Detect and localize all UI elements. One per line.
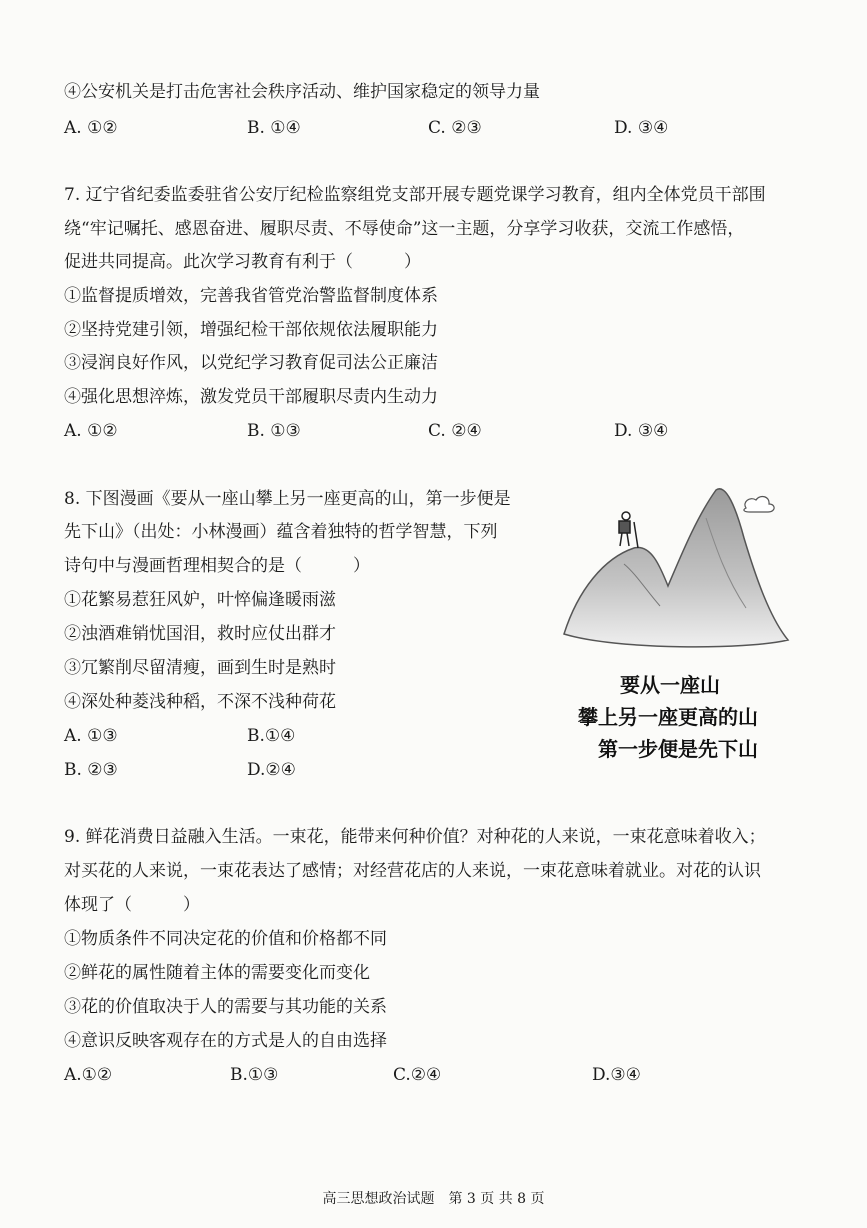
q7-stem-line-3: 促进共同提高。此次学习教育有利于（ ）	[64, 252, 421, 272]
q8-stem-line-1: 8. 下图漫画《要从一座山攀上另一座更高的山，第一步便是	[64, 489, 511, 509]
q8-option-3: ③冗繁削尽留清瘦，画到生时是熟时	[64, 658, 336, 678]
q9-answer-c: C.②④	[393, 1065, 442, 1085]
q9-option-2: ②鲜花的属性随着主体的需要变化而变化	[64, 963, 370, 983]
page-footer: 高三思想政治试题 第 3 页 共 8 页	[322, 1191, 545, 1207]
q7-answer-a: A. ①②	[64, 421, 118, 441]
q8-stem-line-2: 先下山》（出处：小林漫画）蕴含着独特的哲学智慧，下列	[64, 522, 498, 542]
q9-stem-line-1: 9. 鲜花消费日益融入生活。一束花，能带来何种价值？对种花的人来说，一束花意味着收入；	[64, 827, 766, 847]
q7-option-1: ①监督提质增效，完善我省管党治警监督制度体系	[64, 286, 438, 306]
q9-option-1: ①物质条件不同决定花的价值和价格都不同	[64, 929, 387, 949]
q8-answer-c: B. ②③	[64, 760, 118, 780]
q9-option-3: ③花的价值取决于人的需要与其功能的关系	[64, 997, 387, 1017]
q7-stem-line-2: 绕“牢记嘱托、感恩奋进、履职尽责、不辱使命”这一主题，分享学习收获，交流工作感悟，	[64, 219, 745, 239]
q8-answer-d: D.②④	[247, 760, 296, 780]
q7-answer-d: D. ③④	[614, 421, 669, 441]
q9-stem-line-3: 体现了（ ）	[64, 895, 200, 915]
q7-option-3: ③浸润良好作风，以党纪学习教育促司法公正廉洁	[64, 353, 438, 373]
q6-answer-c: C. ②③	[428, 118, 482, 138]
q7-answer-b: B. ①③	[247, 421, 301, 441]
q9-answer-b: B.①③	[230, 1065, 279, 1085]
q6-option-4: ④公安机关是打击危害社会秩序活动、维护国家稳定的领导力量	[64, 82, 540, 102]
hiker-figure	[619, 512, 638, 548]
q9-stem-line-2: 对买花的人来说，一束花表达了感情；对经营花店的人来说，一束花意味着就业。对花的认识	[64, 861, 761, 881]
q7-stem-line-1: 7. 辽宁省纪委监委驻省公安厅纪检监察组党支部开展专题党课学习教育，组内全体党员干部围	[64, 185, 766, 205]
q8-stem-line-3: 诗句中与漫画哲理相契合的是（ ）	[64, 556, 370, 576]
q7-answer-c: C. ②④	[428, 421, 482, 441]
q9-answer-d: D.③④	[592, 1065, 641, 1085]
cartoon-caption-line-1: 要从一座山	[620, 673, 720, 697]
cartoon-caption-line-2: 攀上另一座更高的山	[578, 705, 758, 729]
q9-option-4: ④意识反映客观存在的方式是人的自由选择	[64, 1031, 387, 1051]
q6-answer-b: B. ①④	[247, 118, 301, 138]
q7-option-2: ②坚持党建引领，增强纪检干部依规依法履职能力	[64, 320, 438, 340]
q6-answer-a: A. ①②	[64, 118, 118, 138]
q8-answer-a: A. ①③	[64, 726, 118, 746]
cloud-icon	[744, 497, 774, 512]
q9-answer-a: A.①②	[64, 1065, 113, 1085]
cartoon-caption-line-3: 第一步便是先下山	[598, 737, 758, 761]
q8-option-4: ④深处种菱浅种稻，不深不浅种荷花	[64, 692, 336, 712]
q8-option-2: ②浊酒难销忧国泪，救时应仗出群才	[64, 624, 336, 644]
q8-answer-b: B.①④	[247, 726, 296, 746]
q7-option-4: ④强化思想淬炼，激发党员干部履职尽责内生动力	[64, 387, 438, 407]
q8-option-1: ①花繁易惹狂风妒，叶悴偏逢暖雨滋	[64, 590, 336, 610]
q6-answer-d: D. ③④	[614, 118, 669, 138]
